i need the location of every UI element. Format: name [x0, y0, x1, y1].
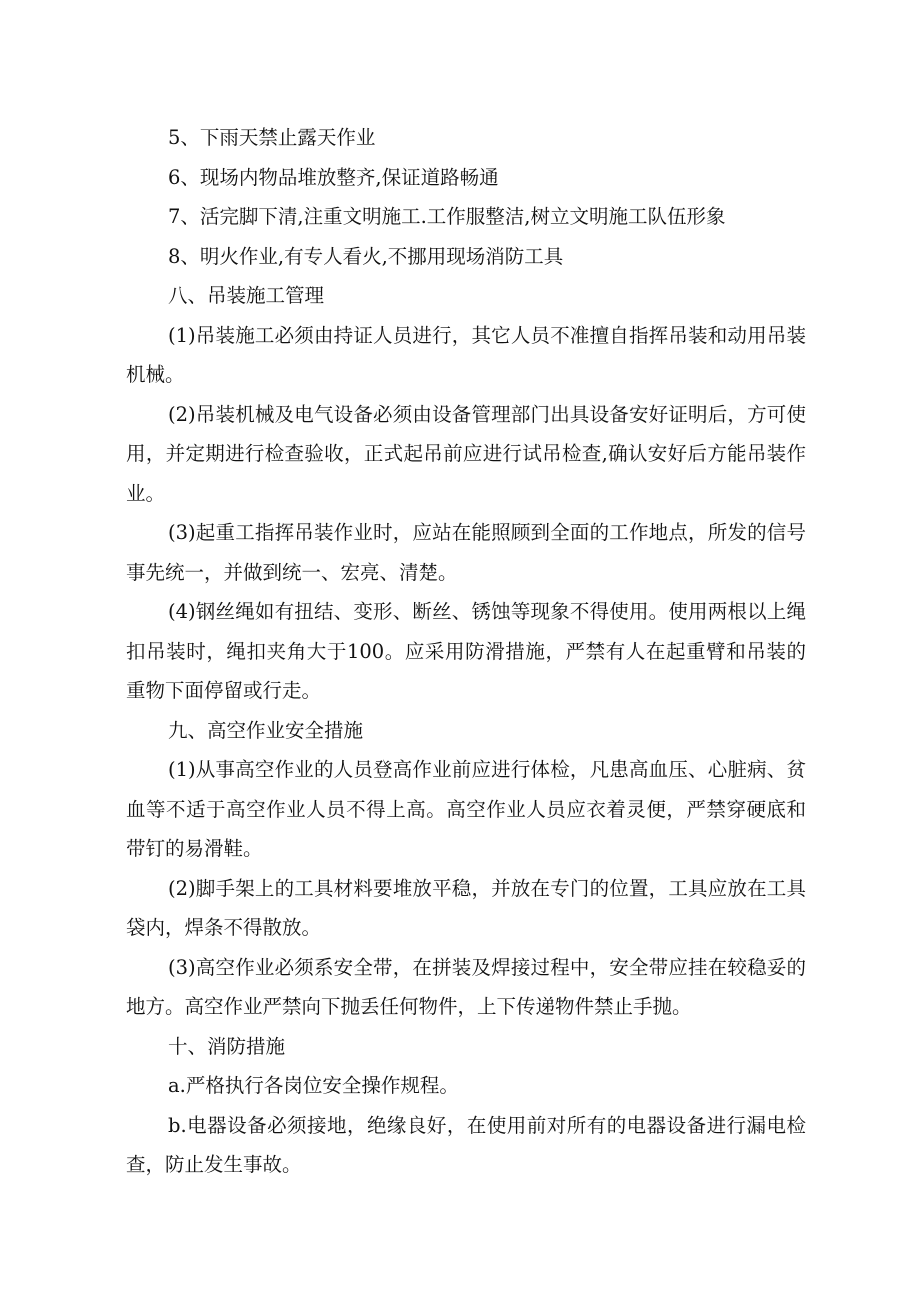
- lifting-rule-1: (1)吊装施工必须由持证人员进行，其它人员不准擅自指挥吊装和动用吊装机械。: [126, 323, 806, 386]
- height-work-rule-2: (2)脚手架上的工具材料要堆放平稳，并放在专门的位置，工具应放在工具袋内，焊条不得散放。: [126, 876, 806, 939]
- section-heading-lifting: 八、吊装施工管理: [168, 284, 325, 307]
- lifting-rule-3: (3)起重工指挥吊装作业时，应站在能照顾到全面的工作地点，所发的信号事先统一，并做到统一、宏亮、清楚。: [126, 521, 806, 584]
- height-work-rule-3: (3)高空作业必须系安全带，在拼装及焊接过程中，安全带应挂在较稳妥的地方。高空作业严禁向下抛丢任何物件，上下传递物件禁止手抛。: [126, 955, 806, 1018]
- section-heading-fire-protection: 十、消防措施: [168, 1034, 286, 1058]
- lifting-rule-2: (2)吊装机械及电气设备必须由设备管理部门出具设备安好证明后，方可使用，并定期进行检查验收，正式起吊前应进行试吊检查,确认安好后方能吊装作业。: [126, 402, 806, 505]
- rule-item-6: 6、现场内物品堆放整齐,保证道路畅通: [168, 165, 499, 189]
- document-body: [126, 118, 806, 1185]
- height-work-rule-1: (1)从事高空作业的人员登高作业前应进行体检，凡患高血压、心脏病、贫血等不适于高空作业人员不得上高。高空作业人员应衣着灵便，严禁穿硬底和带钉的易滑鞋。: [126, 758, 806, 860]
- rule-item-8: 8、明火作业,有专人看火,不挪用现场消防工具: [168, 244, 564, 268]
- lifting-rule-4: (4)钢丝绳如有扭结、变形、断丝、锈蚀等现象不得使用。使用两根以上绳扣吊装时，绳扣夹角大于100。应采用防滑措施，严禁有人在起重臂和吊装的重物下面停留或行走。: [126, 600, 806, 702]
- section-heading-height-work: 九、高空作业安全措施: [168, 718, 364, 742]
- rule-item-7: 7、活完脚下清,注重文明施工.工作服整洁,树立文明施工队伍形象: [168, 205, 726, 228]
- fire-rule-b: b.电器设备必须接地，绝缘良好，在使用前对所有的电器设备进行漏电检查，防止发生事故。: [126, 1113, 806, 1176]
- fire-rule-a: a.严格执行各岗位安全操作规程。: [168, 1074, 459, 1097]
- rule-item-5: 5、下雨天禁止露天作业: [168, 126, 376, 149]
